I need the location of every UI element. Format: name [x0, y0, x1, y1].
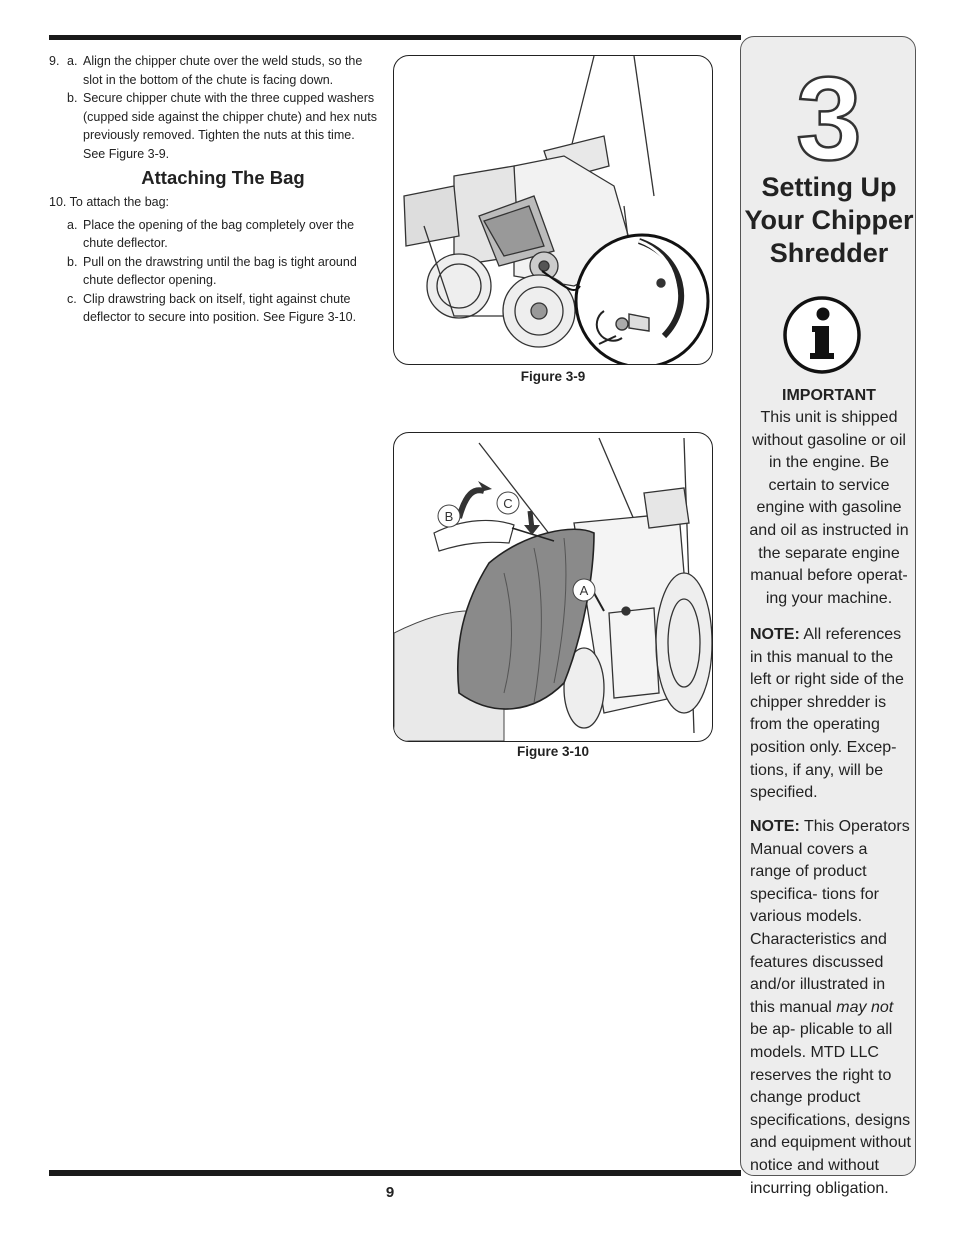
bottom-rule	[49, 1170, 741, 1176]
section-heading: Attaching The Bag	[141, 167, 305, 188]
step-text: Pull on the drawstring until the bag is tight around chute deflector opening.	[83, 254, 357, 287]
step-letter: a.	[67, 217, 78, 232]
step-text: Clip drawstring back on itself, tight against chute deflector to secure into position. See Figure 3-10.	[83, 291, 357, 324]
step-number: 9.	[49, 54, 60, 68]
step-letter: b.	[67, 91, 78, 105]
callout-c: C	[503, 496, 513, 511]
page-number: 9	[385, 1184, 395, 1201]
step-letter: a.	[67, 54, 78, 68]
step-10c	[49, 290, 377, 327]
bag-attachment-illustration	[394, 433, 712, 741]
callout-b: B	[444, 509, 454, 524]
important-text: This unit is shipped without gasoline or oil in the engine. Be certain to service engine with gasoline and oil as instructed in the separate engine manual before operat- ing your machine.	[749, 409, 909, 607]
step-10a	[49, 216, 377, 253]
note-text: be ap- plicable to all models. MTD LLC reserves the right to change product specifications, designs and equipment without notice and without incurring obligation.	[750, 1021, 911, 1197]
step-text: To attach the bag:	[69, 195, 170, 209]
chapter-number-text: 3	[796, 59, 862, 169]
step-number: 10.	[49, 195, 67, 209]
step-letter: b.	[67, 254, 78, 269]
instructions-column	[49, 52, 377, 327]
chapter-sidebar	[740, 36, 916, 1197]
callout-a: A	[579, 583, 589, 598]
figure-3-10	[393, 432, 713, 742]
important-heading: IMPORTANT	[782, 387, 876, 404]
note-product-range	[750, 816, 912, 1200]
step-text: Place the opening of the bag completely over the chute deflector.	[83, 217, 355, 250]
info-icon	[782, 295, 862, 375]
step-10	[49, 193, 377, 212]
note-left-right	[750, 624, 912, 805]
step-9	[49, 52, 377, 163]
step-text: Align the chipper chute over the weld studs, so the slot in the bottom of the chute is facing down.	[83, 54, 363, 87]
chapter-title	[741, 171, 917, 270]
note-text: All references in this manual to the left or right side of the chipper shredder is from the operating position only. Excep- tions, if any, will be specified.	[750, 626, 904, 802]
step-10b	[49, 253, 377, 290]
note-label: NOTE:	[750, 626, 800, 643]
chipper-chute-illustration	[394, 56, 712, 364]
note-label: NOTE:	[750, 818, 800, 835]
step-text: Secure chipper chute with the three cupped washers (cupped side against the chipper chute) and hex nuts previously removed. Tighten the nuts at this time. See Figure 3-9.	[83, 91, 377, 161]
step-9b	[67, 89, 377, 163]
figure-caption: Figure 3-10	[516, 744, 590, 759]
chapter-title-line: Your Chipper	[744, 205, 914, 235]
figure-caption: Figure 3-9	[520, 369, 586, 384]
chapter-title-line: Shredder	[769, 238, 889, 268]
chapter-title-line: Setting Up	[761, 172, 897, 202]
note-text: This Operators Manual covers a range of product specifica- tions for various models. Characteristics and features discussed and/or illustrated in this manual	[750, 818, 910, 1016]
chapter-number	[741, 59, 917, 169]
figure-3-9	[393, 55, 713, 365]
step-letter: c.	[67, 291, 77, 306]
top-rule	[49, 35, 741, 40]
note-emphasis: may not	[836, 998, 894, 1016]
step-9a	[67, 52, 377, 89]
